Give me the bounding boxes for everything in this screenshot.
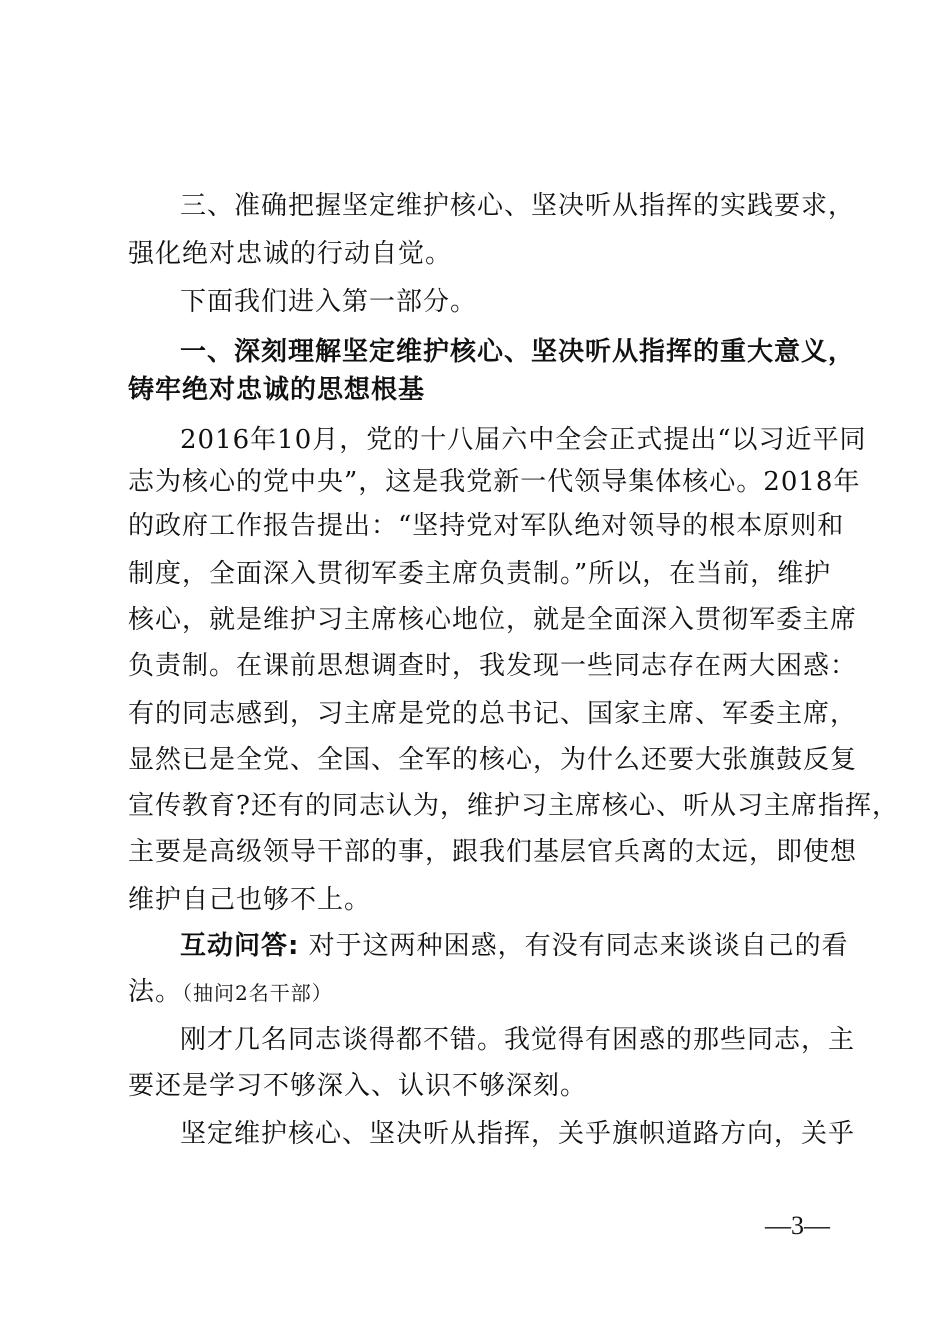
interactive-qa-line: [180, 930, 849, 962]
paragraph-line: 宣传教育?还有的同志认为，维护习主席核心、听从习主席指挥，: [128, 791, 899, 821]
section-heading-one: 一、深刻理解坚定维护核心、坚决听从指挥的重大意义，: [180, 337, 856, 367]
interactive-qa-line-cont: [128, 976, 333, 1009]
section-heading-one-cont: 铸牢绝对忠诚的思想根基: [128, 375, 426, 405]
paragraph-line: 刚才几名同志谈得都不错。我觉得有困惑的那些同志，主: [180, 1025, 856, 1055]
interactive-qa-text-cont: 法。: [128, 977, 183, 1007]
outline-item-three-cont: 强化绝对忠诚的行动自觉。: [128, 239, 453, 269]
paragraph-line: 负责制。在课前思想调查时，我发现一些同志存在两大困惑：: [128, 651, 858, 681]
interactive-qa-label: 互动问答:: [180, 931, 300, 961]
outline-item-three: 三、准确把握坚定维护核心、坚决听从指挥的实践要求，: [180, 191, 856, 221]
paragraph-line: 的政府工作报告提出：“坚持党对军队绝对领导的根本原则和: [128, 511, 845, 541]
interactive-qa-text: 对于这两种困惑，有没有同志来谈谈自己的看: [308, 931, 849, 961]
paragraph-line: 显然已是全党、全国、全军的核心，为什么还要大张旗鼓反复: [128, 745, 858, 775]
transition-sentence: 下面我们进入第一部分。: [180, 287, 478, 317]
paragraph-line: 制度，全面深入贯彻军委主席负责制。”所以，在当前，维护: [128, 559, 832, 589]
paragraph-line: 坚定维护核心、坚决听从指挥，关乎旗帜道路方向，关乎: [180, 1119, 856, 1149]
page-number: —3—: [765, 1211, 830, 1240]
interactive-qa-note: （抽问2名干部）: [182, 981, 333, 1005]
paragraph-line: 2016年10月，党的十八届六中全会正式提出“以习近平同: [180, 425, 867, 455]
paragraph-line: 维护自己也够不上。: [128, 885, 372, 915]
paragraph-line: 志为核心的党中央”，这是我党新一代领导集体核心。2018年: [128, 467, 861, 497]
paragraph-line: 要还是学习不够深入、认识不够深刻。: [128, 1071, 588, 1101]
paragraph-line: 有的同志感到，习主席是党的总书记、国家主席、军委主席，: [128, 699, 858, 729]
paragraph-line: 核心，就是维护习主席核心地位，就是全面深入贯彻军委主席: [128, 605, 858, 635]
paragraph-line: 主要是高级领导干部的事，跟我们基层官兵离的太远，即使想: [128, 837, 858, 867]
